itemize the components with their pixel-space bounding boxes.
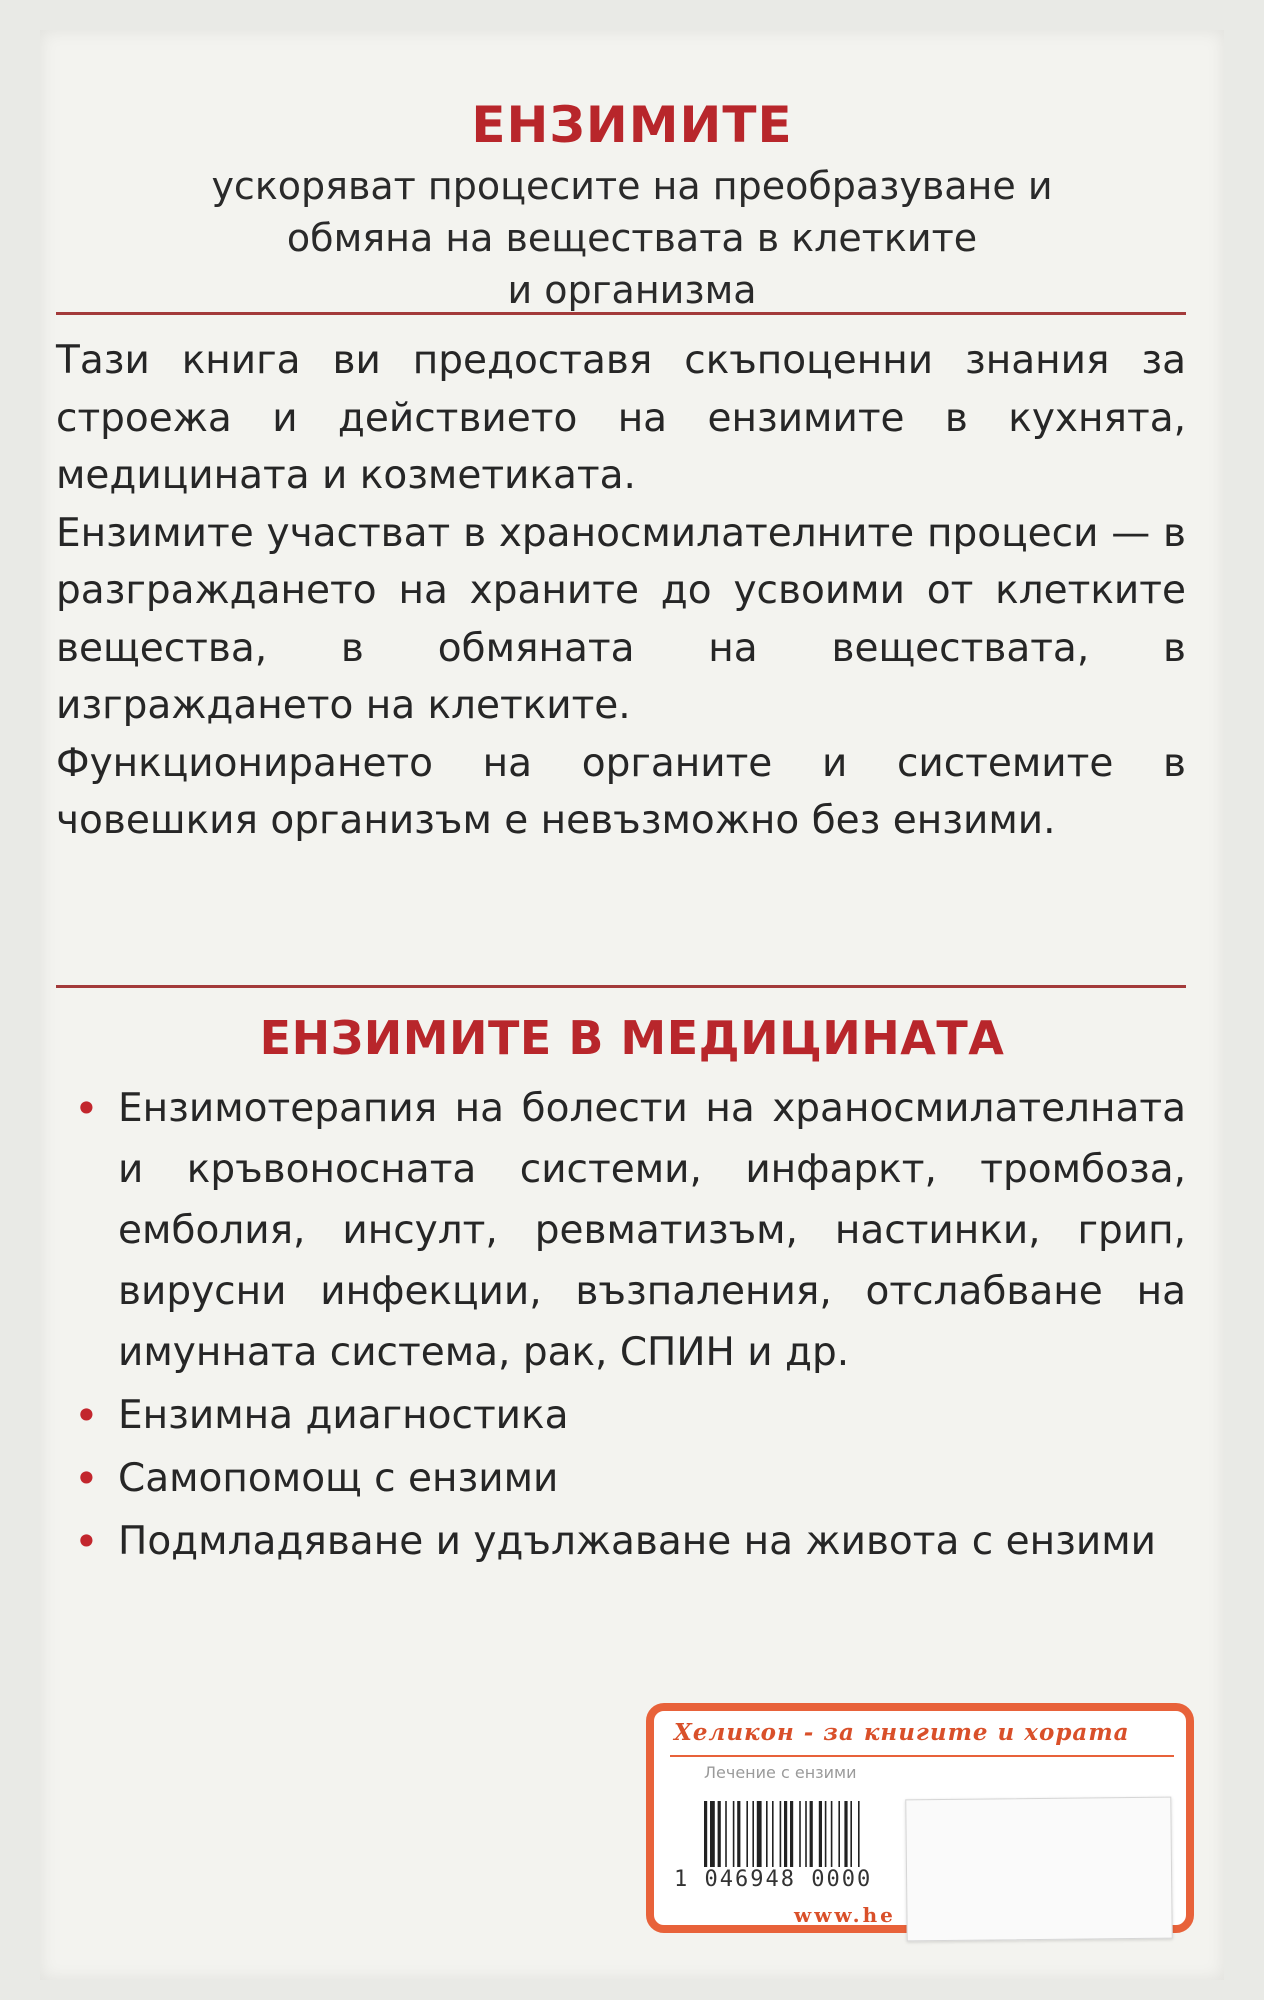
- barcode-bar: [825, 1801, 827, 1867]
- barcode-bar: [733, 1801, 735, 1867]
- list-item-text: Самопомощ с ензими: [118, 1456, 559, 1501]
- list-item: [74, 1511, 1186, 1572]
- barcode-bar: [746, 1801, 748, 1867]
- barcode-bar: [805, 1801, 807, 1867]
- barcode-bar: [790, 1801, 793, 1867]
- cover-title: ЕНЗИМИТЕ: [471, 96, 793, 154]
- barcode-bar: [784, 1801, 787, 1867]
- bullet-icon: •: [74, 1084, 99, 1133]
- list-item-text: Подмладяване и удължаване на живота с ензими: [118, 1519, 1156, 1564]
- barcode-bar: [704, 1801, 707, 1867]
- barcode-bar: [737, 1801, 740, 1867]
- barcode-bar: [838, 1801, 840, 1867]
- barcode-icon: [704, 1801, 914, 1867]
- description-paragraph: Тази книга ви предоставя скъпоценни знания за строежа и действието на ензимите в кухнята, медицината и козметиката.: [56, 338, 1186, 498]
- price-label: [905, 1797, 1172, 1942]
- description-paragraph: Ензимите участват в храносмилателните процеси — в разграждането на храните до усвоими от клетките вещества, в обмяната на веществата, в изграждането на клетките.: [56, 510, 1186, 728]
- barcode-bar: [772, 1801, 774, 1867]
- barcode-bar: [850, 1801, 852, 1867]
- barcode-bar: [831, 1801, 833, 1867]
- list-item: [74, 1385, 1186, 1446]
- barcode-digits: 1 046948 0000: [674, 1867, 873, 1892]
- description: [56, 332, 1186, 850]
- subtitle-line: обмяна на веществата в клетките: [286, 216, 978, 260]
- barcode-bar: [780, 1801, 782, 1867]
- bullet-icon: •: [74, 1517, 99, 1566]
- medicine-list: [74, 1078, 1186, 1572]
- barcode-bar: [766, 1801, 768, 1867]
- header: [0, 96, 1264, 316]
- barcode-bar: [725, 1801, 727, 1867]
- barcode-bar: [819, 1801, 822, 1867]
- bullet-icon: •: [74, 1391, 99, 1440]
- description-paragraph: Функционирането на органите и системите в човешкия организъм е невъзможно без ензими.: [56, 740, 1186, 843]
- bullet-icon: •: [74, 1454, 99, 1503]
- barcode-bar: [752, 1801, 754, 1867]
- list-item-text: Ензимна диагностика: [118, 1393, 569, 1438]
- list-item-text: Ензимотерапия на болести на храносмилателната и кръвоносната системи, инфаркт, тромбоза, емболия, инсулт, ревматизъм, настинки, грип, вирусни инфекции, възпаления, отслабване на имунната система, рак, СПИН и др.: [118, 1086, 1186, 1375]
- sticker-divider: [670, 1755, 1174, 1757]
- sticker-url: www.he: [794, 1903, 896, 1927]
- divider-top: [56, 312, 1186, 315]
- cover-subtitle: [0, 160, 1264, 316]
- sticker-brand: Хеликон - за книгите и хората: [674, 1719, 1130, 1746]
- subtitle-line: ускоряват процесите на преобразуване и: [211, 164, 1053, 208]
- barcode-bar: [858, 1801, 860, 1867]
- barcode-bar: [810, 1801, 813, 1867]
- section-title: ЕНЗИМИТЕ В МЕДИЦИНАТА: [259, 1011, 1005, 1065]
- list-item: [74, 1448, 1186, 1509]
- barcode-bar: [757, 1801, 762, 1867]
- barcode-bar: [718, 1801, 721, 1867]
- barcode-bar: [710, 1801, 715, 1867]
- sticker-product: Лечение с ензими: [704, 1763, 857, 1782]
- list-item: [74, 1078, 1186, 1383]
- barcode-bar: [799, 1801, 801, 1867]
- barcode-bar: [844, 1801, 847, 1867]
- divider-middle: [56, 985, 1186, 988]
- book-back-cover: [40, 30, 1224, 1980]
- subtitle-line: и организма: [507, 268, 757, 312]
